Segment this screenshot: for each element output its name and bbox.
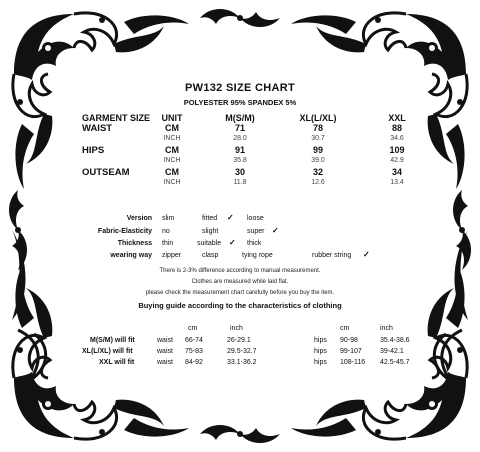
guide-waist-cm: 84-92 [185,359,203,366]
char-option: no [162,228,170,235]
char-label-wearing-way: wearing way [110,252,152,259]
guide-waist-inch: 26-29.1 [227,337,251,344]
guide-title: Buying guide according to the characteristics of clothing [138,301,342,310]
guide-unit-inch: inch [380,325,393,332]
header-unit: UNIT [161,113,183,123]
check-mark-icon: ✓ [229,238,236,247]
outseam-cm-xxl: 34 [391,167,402,177]
char-option: thin [162,240,174,247]
waist-cm-m: 71 [234,123,245,133]
waist-inch-xl: 30.7 [311,135,325,142]
guide-hips-inch: 35.4-38.6 [380,337,410,344]
waist-cm-xxl: 88 [391,123,402,133]
header-size-m: M(S/M) [225,113,255,123]
row-label-waist: WAIST [82,123,113,134]
unit-inch: INCH [163,135,181,142]
check-mark-icon: ✓ [272,226,279,235]
guide-waist-inch: 29.5-32.7 [227,348,257,355]
outseam-inch-xl: 12.6 [311,179,325,186]
guide-row-label: M(S/M) will fit [90,337,135,344]
unit-inch: INCH [163,157,181,164]
char-option: slight [202,228,219,235]
outseam-inch-xxl: 13.4 [390,179,404,186]
hips-cm-xxl: 109 [389,145,405,155]
check-mark-icon: ✓ [227,213,234,222]
char-option: thick [247,240,262,247]
unit-cm: CM [165,167,179,177]
row-label-hips: HIPS [82,145,105,156]
material-subtitle: POLYESTER 95% SPANDEX 5% [183,98,297,107]
guide-hips-inch: 42.5-45.7 [380,359,410,366]
guide-hips-label: hips [314,337,327,344]
guide-hips-label: hips [314,359,327,366]
char-option-selected: rubber string [312,252,352,259]
unit-inch: INCH [163,179,181,186]
char-option: clasp [202,252,219,259]
guide-waist-cm: 66-74 [185,337,203,344]
guide-unit-cm: cm [340,325,350,332]
unit-cm: CM [165,145,179,155]
outseam-inch-m: 11.8 [233,179,247,186]
guide-waist-label: waist [157,359,173,366]
guide-hips-cm: 90-98 [340,337,358,344]
check-mark-icon: ✓ [363,250,370,259]
guide-hips-cm: 99-107 [340,348,362,355]
guide-hips-cm: 108-116 [340,359,366,366]
guide-unit-inch: inch [230,325,243,332]
char-option-selected: fitted [202,215,218,222]
char-option: slim [162,215,175,222]
hips-inch-m: 35.8 [233,157,247,164]
unit-cm: CM [165,123,179,133]
note-line: There is 2-3% difference according to manual measurement. [159,268,321,274]
outseam-cm-xl: 32 [312,167,323,177]
header-size-xl: XL(L/XL) [299,113,337,123]
char-option-selected: super [247,228,265,235]
char-label-fabric-elasticity: Fabric-Elasticity [97,228,152,235]
hips-inch-xl: 39.0 [311,157,325,164]
char-option: zipper [162,252,182,259]
guide-waist-label: waist [157,337,173,344]
header-garment-size: GARMENT SIZE [82,113,151,123]
hips-cm-m: 91 [234,145,245,155]
note-line: Clothes are measured while laid flat. [191,279,289,285]
header-size-xxl: XXL [388,113,406,123]
guide-hips-label: hips [314,348,327,355]
waist-cm-xl: 78 [312,123,323,133]
char-label-version: Version [126,215,152,222]
guide-row-label: XL(L/XL) will fit [82,348,133,355]
char-option: tying rope [242,252,273,259]
note-line: please check the measurement chart carefully before you buy the item. [145,290,335,296]
row-label-outseam: OUTSEAM [82,167,130,178]
guide-waist-label: waist [157,348,173,355]
guide-row-label: XXL will fit [99,359,135,366]
hips-inch-xxl: 42.9 [390,157,404,164]
outseam-cm-m: 30 [234,167,245,177]
hips-cm-xl: 99 [312,145,323,155]
guide-hips-inch: 39-42.1 [380,348,404,355]
guide-waist-cm: 75-83 [185,348,203,355]
guide-waist-inch: 33.1-36.2 [227,359,257,366]
waist-inch-m: 28.0 [233,135,247,142]
page-title: PW132 SIZE CHART [185,82,295,94]
guide-unit-cm: cm [188,325,198,332]
char-option-selected: suitable [197,240,222,247]
waist-inch-xxl: 34.6 [390,135,404,142]
char-label-thickness: Thickness [117,240,152,247]
char-option: loose [247,215,264,222]
